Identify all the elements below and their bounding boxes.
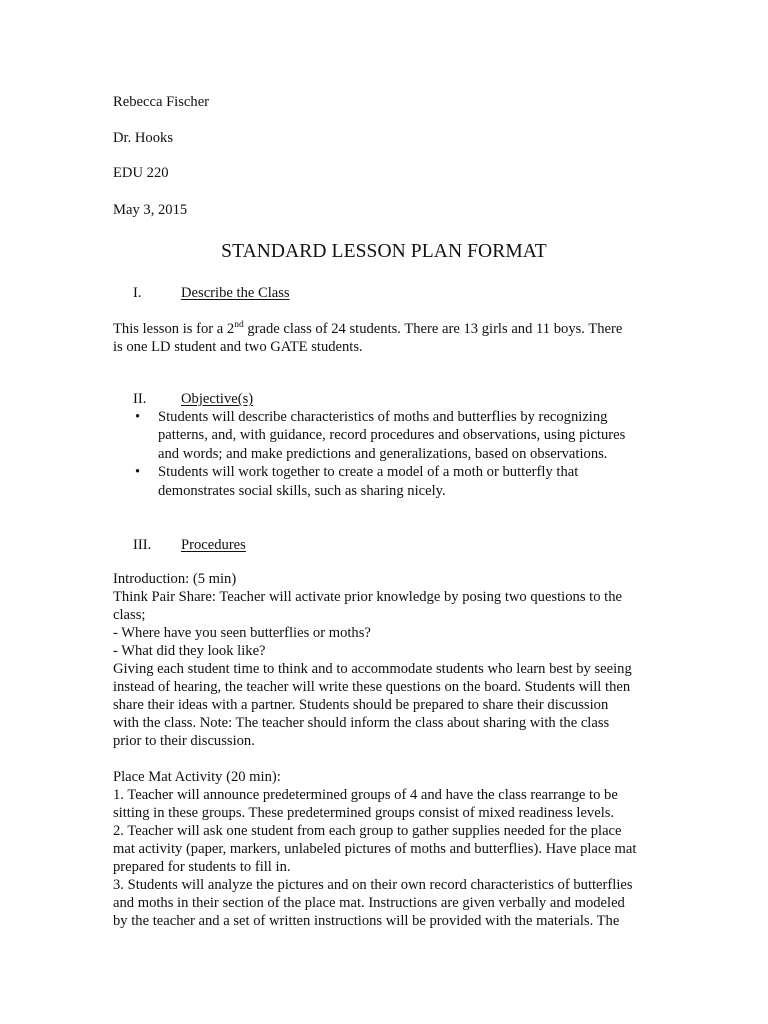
paragraph-line: instead of hearing, the teacher will write these questions on the board. Students will then bbox=[113, 679, 631, 695]
list-item bbox=[113, 463, 673, 500]
paragraph-line: - What did they look like? bbox=[113, 643, 266, 659]
section-number: III. bbox=[133, 537, 152, 553]
paragraph-line: 1. Teacher will announce predetermined groups of 4 and have the class rearrange to be bbox=[113, 787, 618, 804]
paragraph-line: This lesson is for a 2nd grade class of 24 students. There are 13 girls and 11 boys. There bbox=[113, 320, 623, 337]
paragraph-line: prior to their discussion. bbox=[113, 733, 255, 749]
paragraph-line: with the class. Note: The teacher should inform the class about sharing with the class bbox=[113, 715, 610, 731]
list-item-line: Students will work together to create a model of a moth or butterfly that bbox=[158, 464, 579, 481]
procedures-body bbox=[113, 570, 658, 930]
list-item bbox=[113, 408, 673, 463]
paragraph-line: by the teacher and a set of written instructions will be provided with the materials. The bbox=[113, 913, 620, 930]
paragraph-line: Giving each student time to think and to accommodate students who learn best by seeing bbox=[113, 661, 632, 677]
paragraph-line: share their ideas with a partner. Students should be prepared to share their discussion bbox=[113, 697, 609, 713]
paragraph-line: sitting in these groups. These predetermined groups consist of mixed readiness levels. bbox=[113, 805, 615, 822]
section-title: Objective(s) bbox=[181, 391, 254, 407]
list-item-line: demonstrates social skills, such as sharing nicely. bbox=[158, 482, 446, 499]
paragraph-spacer bbox=[113, 750, 658, 768]
list-item-line: and words; and make predictions and generalizations, based on observations. bbox=[158, 445, 608, 462]
bullet-icon: • bbox=[135, 409, 141, 425]
document-date: May 3, 2015 bbox=[113, 202, 188, 218]
paragraph-line: mat activity (paper, markers, unlabeled pictures of moths and butterflies). Have place mat bbox=[113, 841, 637, 858]
bullet-icon: • bbox=[135, 464, 141, 481]
author-name: Rebecca Fischer bbox=[113, 94, 210, 110]
document-title: STANDARD LESSON PLAN FORMAT bbox=[221, 241, 547, 262]
paragraph-line: prepared for students to fill in. bbox=[113, 859, 291, 876]
describe-class-paragraph bbox=[113, 320, 658, 357]
paragraph-line: Think Pair Share: Teacher will activate prior knowledge by posing two questions to the bbox=[113, 589, 622, 605]
paragraph-line: class; bbox=[113, 607, 146, 623]
paragraph-line: 3. Students will analyze the pictures and on their own record characteristics of butterflies bbox=[113, 877, 633, 894]
instructor-name: Dr. Hooks bbox=[113, 130, 173, 146]
section-number: I. bbox=[133, 285, 142, 301]
section-number: II. bbox=[133, 391, 147, 407]
paragraph-line: - Where have you seen butterflies or moths? bbox=[113, 625, 371, 641]
objectives-list bbox=[113, 408, 673, 500]
paragraph-line: is one LD student and two GATE students. bbox=[113, 339, 363, 356]
paragraph-line: and moths in their section of the place mat. Instructions are given verbally and modeled bbox=[113, 895, 625, 912]
list-item-line: patterns, and, with guidance, record procedures and observations, using pictures bbox=[158, 427, 626, 444]
section-title: Describe the Class bbox=[181, 285, 290, 301]
course-code: EDU 220 bbox=[113, 165, 169, 181]
paragraph-line: Introduction: (5 min) bbox=[113, 571, 237, 587]
paragraph-line: Place Mat Activity (20 min): bbox=[113, 769, 281, 786]
list-item-line: Students will describe characteristics of moths and butterflies by recognizing bbox=[158, 409, 608, 425]
paragraph-line: 2. Teacher will ask one student from each group to gather supplies needed for the place bbox=[113, 823, 622, 840]
ordinal-suffix: nd bbox=[234, 320, 244, 330]
section-title: Procedures bbox=[181, 537, 246, 553]
